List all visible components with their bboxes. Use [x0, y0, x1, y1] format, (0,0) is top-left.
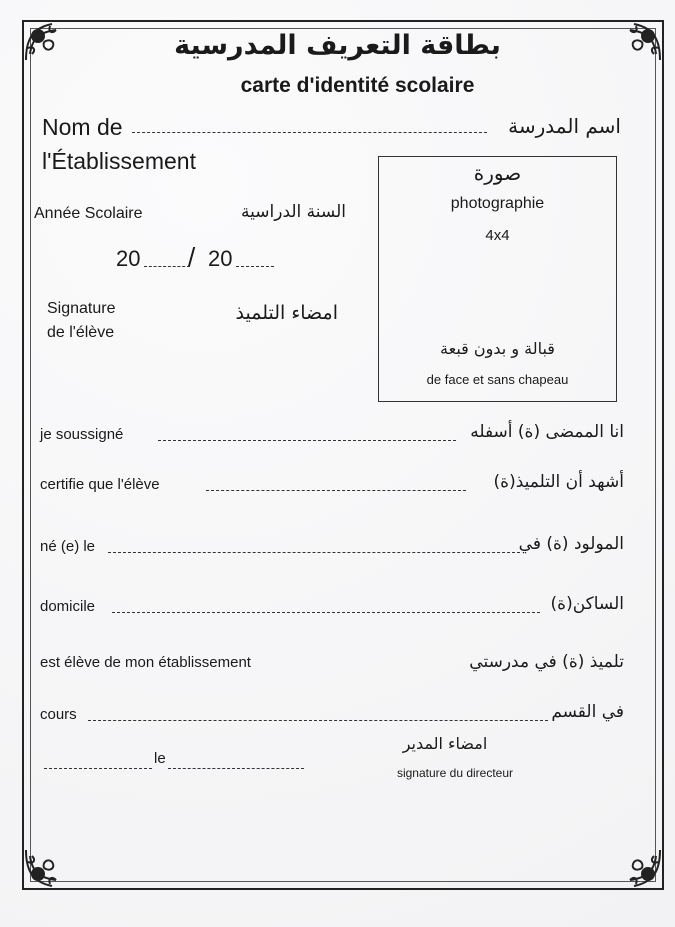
row-ar-cours: في القسم [551, 702, 624, 722]
photo-size: 4x4 [485, 227, 510, 244]
school-label-ar: اسم المدرسة [508, 114, 621, 138]
cours-field[interactable] [88, 720, 548, 721]
photo-label-fr: photographie [450, 195, 545, 212]
year-prefix-start: 20 [116, 246, 141, 271]
student-signature-label-fr-line2: de l'élève [47, 324, 115, 341]
year-label-ar: السنة الدراسية [241, 202, 346, 222]
card-title-arabic: بطاقة التعريف المدرسية [174, 30, 501, 61]
director-signature-label-ar: امضاء المدير [402, 734, 488, 753]
photo-note-ar: قبالة و بدون قبعة [440, 339, 555, 358]
student-signature-label-ar: امضاء التلميذ [235, 302, 338, 324]
year-end-field[interactable] [236, 266, 274, 267]
soussigne-field[interactable] [158, 440, 456, 441]
school-label-fr-line1: Nom de [42, 114, 123, 140]
row-fr-cours: cours [40, 706, 77, 723]
certifie-field[interactable] [206, 490, 466, 491]
row-fr-domicile: domicile [40, 598, 96, 615]
date-le-label: le [154, 750, 166, 767]
row-ar-certifie: أشهد أن التلميذ(ة) [493, 472, 624, 492]
year-prefix-end: 20 [208, 246, 233, 271]
card-title-french: carte d'identité scolaire [240, 74, 475, 97]
director-signature-label-fr: signature du directeur [396, 766, 514, 780]
photo-box [378, 156, 617, 402]
school-label-fr-line2: l'Établissement [42, 148, 196, 174]
row-ar-ne-le: المولود (ة) في [518, 534, 624, 554]
place-field[interactable] [44, 768, 152, 769]
corner-ornament-icon [620, 846, 664, 890]
row-fr-certifie: certifie que l'élève [40, 476, 160, 493]
year-start-field[interactable] [144, 266, 190, 267]
birth-date-field[interactable] [108, 552, 520, 553]
photo-label-ar: صورة [473, 161, 522, 185]
domicile-field[interactable] [112, 612, 540, 613]
row-fr-ne-le: né (e) le [40, 538, 96, 555]
date-field[interactable] [168, 768, 304, 769]
row-fr-soussigne: je soussigné [40, 426, 124, 443]
school-name-field[interactable] [132, 132, 487, 133]
row-ar-domicile: الساكن(ة) [550, 594, 624, 614]
student-signature-label-fr-line1: Signature [47, 300, 116, 317]
row-ar-eleve: تلميذ (ة) في مدرستي [469, 652, 624, 672]
row-fr-eleve: est élève de mon établissement [40, 654, 251, 671]
corner-ornament-icon [22, 846, 66, 890]
row-ar-soussigne: انا الممضى (ة) أسفله [470, 422, 624, 442]
photo-note-fr: de face et sans chapeau [426, 372, 569, 387]
year-slash: / [188, 242, 196, 272]
year-label-fr: Année Scolaire [34, 205, 143, 222]
